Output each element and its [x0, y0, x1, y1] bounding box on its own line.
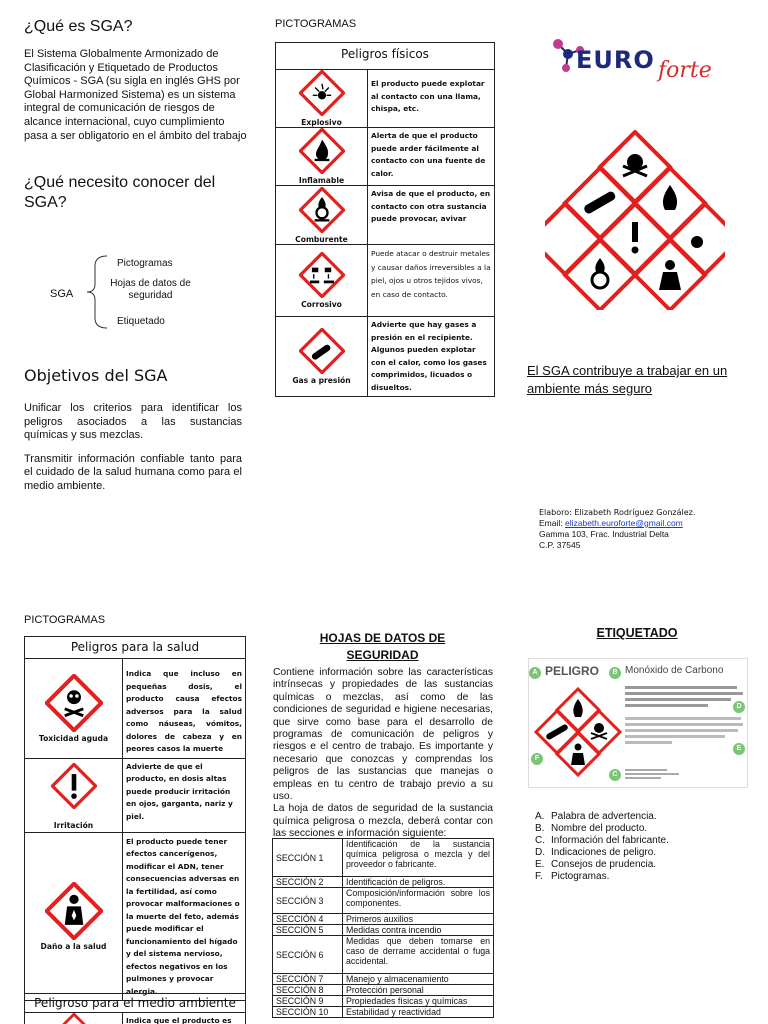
- sga-root-label: SGA: [50, 288, 74, 300]
- label-manufacturer-lines: [625, 767, 685, 781]
- legend-item-b: B. Nombre del producto.: [535, 823, 648, 834]
- labeling-title: ETIQUETADO: [596, 626, 678, 640]
- sga-item-labeling: Etiquetado: [117, 316, 165, 327]
- label-fine-print: [625, 683, 743, 761]
- objectives-block: [24, 366, 242, 494]
- environment-icon: [54, 1013, 94, 1024]
- pic-irritation-label: Irritación: [53, 820, 94, 830]
- pic-corrosive-desc: Puede atacar o destruir metales y causar daños irreversibles a la piel, ojos u otros tejidos vivos, en caso de contacto.: [368, 245, 495, 317]
- sample-label: [528, 658, 748, 788]
- credit-address2: C.P. 37545: [539, 540, 581, 550]
- objectives-p2: Transmitir información confiable tanto para el cuidado de la salud humana como para el medio ambiente.: [24, 452, 242, 492]
- pic-toxic: [25, 659, 123, 759]
- what-to-know-title: ¿Qué necesito conocer del SGA?: [24, 174, 216, 212]
- sds-sec-7-desc: Manejo y almacenamiento: [343, 974, 494, 985]
- sds-paragraph-1: Contiene información sobre las características intrínsecas y propiedades de las sustancias químicas o mezclas, así como de las condiciones de seguridad e higiene necesarias, que sirve como base para el desarrollo de programas de comunicación de peligros y riesgos e el centro de trabajo. Es importante y necesario que conozcas y comprendas los peligros de las sustancias que manejas o empleas en tu centro de trabajo previo a su uso.: [273, 667, 493, 803]
- pic-toxic-label: Toxicidad aguda: [38, 733, 109, 743]
- physical-pictograms-heading: PICTOGRAMAS: [275, 18, 357, 30]
- brace-shape: [85, 252, 110, 332]
- legend-item-a: A. Palabra de advertencia.: [535, 811, 657, 822]
- label-letter-a: A: [529, 665, 541, 679]
- flame-icon: [299, 128, 345, 174]
- environment-table-title: Peligroso para el medio ambiente: [25, 994, 246, 1013]
- sds-sec-1: SECCIÓN 1: [273, 839, 343, 877]
- pic-toxic-desc: Indica que incluso en pequeñas dosis, el producto causa efectos adversos para la salud como náuseas, vómitos, dolores de cabeza y en peores casos la muerte: [123, 659, 246, 759]
- pic-flammable: [276, 128, 368, 186]
- sga-diagram: [40, 250, 240, 340]
- physical-hazards-table: [275, 42, 495, 397]
- sds-sec-9: SECCIÓN 9: [273, 996, 343, 1007]
- credit-email-line: [539, 518, 759, 529]
- sds-sec-3-desc: Composición/información sobre los componentes.: [343, 888, 494, 914]
- environment-hazard-table: [24, 993, 246, 1024]
- gas-cylinder-icon: [299, 328, 345, 374]
- credit-email-link[interactable]: elizabeth.euroforte@gmail.com: [564, 518, 683, 528]
- sds-sections-table: [272, 838, 494, 1018]
- pic-explosive-desc: El producto puede explotar al contacto con una llama, chispa, etc.: [368, 70, 495, 128]
- label-pictograms-icon: [533, 687, 623, 777]
- credit-email-label: Email:: [539, 518, 565, 528]
- sds-sec-5-desc: Medidas contra incendio: [343, 925, 494, 936]
- exclamation-icon: [51, 763, 97, 809]
- sds-sec-6: SECCIÓN 6: [273, 936, 343, 974]
- sds-sec-10-desc: Estabilidad y reactividad: [343, 1007, 494, 1018]
- health-table-title: Peligros para la salud: [25, 637, 246, 659]
- tagline: El SGA contribuye a trabajar en un ambiente más seguro: [527, 363, 728, 396]
- sds-sec-2: SECCIÓN 2: [273, 877, 343, 888]
- objectives-p1: Unificar los criterios para identificar los peligros asociados a las sustancias químicas y sus mezclas.: [24, 402, 242, 442]
- sds-sec-4-desc: Primeros auxilios: [343, 914, 494, 925]
- label-product-name: Monóxido de Carbono: [625, 665, 724, 676]
- pic-irritation-desc: Advierte de que el producto, en dosis altas puede producir irritación en ojos, garganta, nariz y piel.: [123, 758, 246, 832]
- logo-euro-text: EURO: [576, 46, 655, 74]
- label-letter-b: B: [609, 665, 621, 679]
- sds-sec-8-desc: Protección personal: [343, 985, 494, 996]
- pic-gas: [276, 317, 368, 397]
- credit-address1: Gamma 103, Frac. Industrial Delta: [539, 529, 669, 539]
- label-letter-d: D: [733, 699, 745, 713]
- col1: [24, 18, 249, 213]
- sds-sec-9-desc: Propiedades físicas y químicas: [343, 996, 494, 1007]
- corrosion-icon: [299, 252, 345, 298]
- sds-sec-6-desc: Medidas que deben tomarse en caso de derrame accidental o fuga accidental.: [343, 936, 494, 974]
- objectives-title: Objetivos del SGA: [24, 366, 168, 385]
- pic-explosive-label: Explosivo: [301, 118, 342, 127]
- pic-health-label: Daño a la salud: [40, 941, 107, 951]
- sds-title-line2: SEGURIDAD: [346, 648, 419, 662]
- health-hazards-table: [24, 636, 246, 1001]
- sga-item-pictograms: Pictogramas: [117, 258, 173, 269]
- health-hazard-icon: [45, 882, 103, 940]
- pic-flammable-label: Inflamable: [298, 176, 345, 185]
- pic-environment: [25, 1013, 123, 1024]
- pic-corrosive: [276, 245, 368, 317]
- sds-paragraph-2: La hoja de datos de seguridad de la sustancia química peligrosa o mezcla, deberá contar con las secciones e información siguiente:: [273, 803, 493, 840]
- pic-oxidizer: [276, 186, 368, 245]
- label-letter-e: E: [733, 741, 745, 755]
- sds-sec-1-desc: Identificación de la sustancia química peligrosa o mezcla y del proveedor o fabricante.: [343, 839, 494, 877]
- label-letter-c: C: [609, 767, 621, 781]
- sds-sec-3: SECCIÓN 3: [273, 888, 343, 914]
- sds-sec-8: SECCIÓN 8: [273, 985, 343, 996]
- sds-sec-2-desc: Identificación de peligros.: [343, 877, 494, 888]
- pic-environment-desc: Indica que el producto es: [123, 1013, 246, 1024]
- label-signal-word: PELIGRO: [545, 664, 600, 678]
- health-pictograms-heading: PICTOGRAMAS: [24, 614, 106, 626]
- legend-item-e: E. Consejos de prudencia.: [535, 859, 657, 870]
- explosive-icon: [299, 70, 345, 116]
- pic-health: [25, 832, 123, 1001]
- what-is-sga-title: ¿Qué es SGA?: [24, 18, 133, 35]
- euroforte-logo: [548, 36, 748, 86]
- legend-item-d: D. Indicaciones de peligro.: [535, 847, 657, 858]
- pic-irritation: [25, 758, 123, 832]
- pic-oxidizer-desc: Avisa de que el producto, en contacto con otra sustancia puede provocar, avivar: [368, 186, 495, 245]
- sga-item-sds: Hojas de datos de seguridad: [110, 278, 191, 301]
- pic-health-desc: El producto puede tener efectos cancerígenos, modificar el ADN, tener consecuencias adversas en la fertilidad, así como provocar malformaciones o la muerte del feto, además puede modificar el funcionamiento del hígado y del sistema nervioso, efectos negativos en los pulmones y provocar alergia.: [123, 832, 246, 1001]
- credit-author: Elaboro: Elizabeth Rodríguez González.: [539, 508, 696, 517]
- pic-flammable-desc: Alerta de que el producto puede arder fácilmente al contacto con una fuente de calor.: [368, 128, 495, 186]
- pic-gas-label: Gas a presión: [292, 376, 351, 385]
- legend-item-f: F. Pictogramas.: [535, 871, 610, 882]
- sds-sec-4: SECCIÓN 4: [273, 914, 343, 925]
- sds-sec-5: SECCIÓN 5: [273, 925, 343, 936]
- ghs-pictogram-cluster: [545, 130, 725, 310]
- sds-sec-7: SECCIÓN 7: [273, 974, 343, 985]
- skull-icon: [45, 674, 103, 732]
- pic-oxidizer-label: Comburente: [295, 234, 348, 244]
- sds-sec-10: SECCIÓN 10: [273, 1007, 343, 1018]
- legend-item-c: C. Información del fabricante.: [535, 835, 669, 846]
- what-is-sga-text: El Sistema Globalmente Armonizado de Clasificación y Etiquetado de Productos Químicos - SGA (su sigla en inglés GHS por Global Harmonized Sistema) es un sistema integral de comunicación de riesgos de alcance internacional, cuyo cumplimiento pasa a ser obligatorio en el ámbito del trabajo: [24, 48, 247, 142]
- label-letter-f: F: [531, 751, 543, 765]
- logo-forte-text: forte: [658, 58, 712, 83]
- pic-explosive: [276, 70, 368, 128]
- sds-body: [273, 667, 493, 841]
- sds-title-line1: HOJAS DE DATOS DE: [319, 631, 446, 645]
- pic-gas-desc: Advierte que hay gases a presión en el recipiente. Algunos pueden explotar con el calor, como los gases comprimidos, licuados o disueltos.: [368, 317, 495, 397]
- flame-over-circle-icon: [299, 187, 345, 233]
- pic-corrosive-label: Corrosivo: [301, 300, 342, 309]
- credits: [539, 507, 759, 551]
- physical-table-title: Peligros físicos: [276, 43, 495, 70]
- sds-title: [270, 630, 495, 664]
- labeling-legend: [535, 811, 745, 883]
